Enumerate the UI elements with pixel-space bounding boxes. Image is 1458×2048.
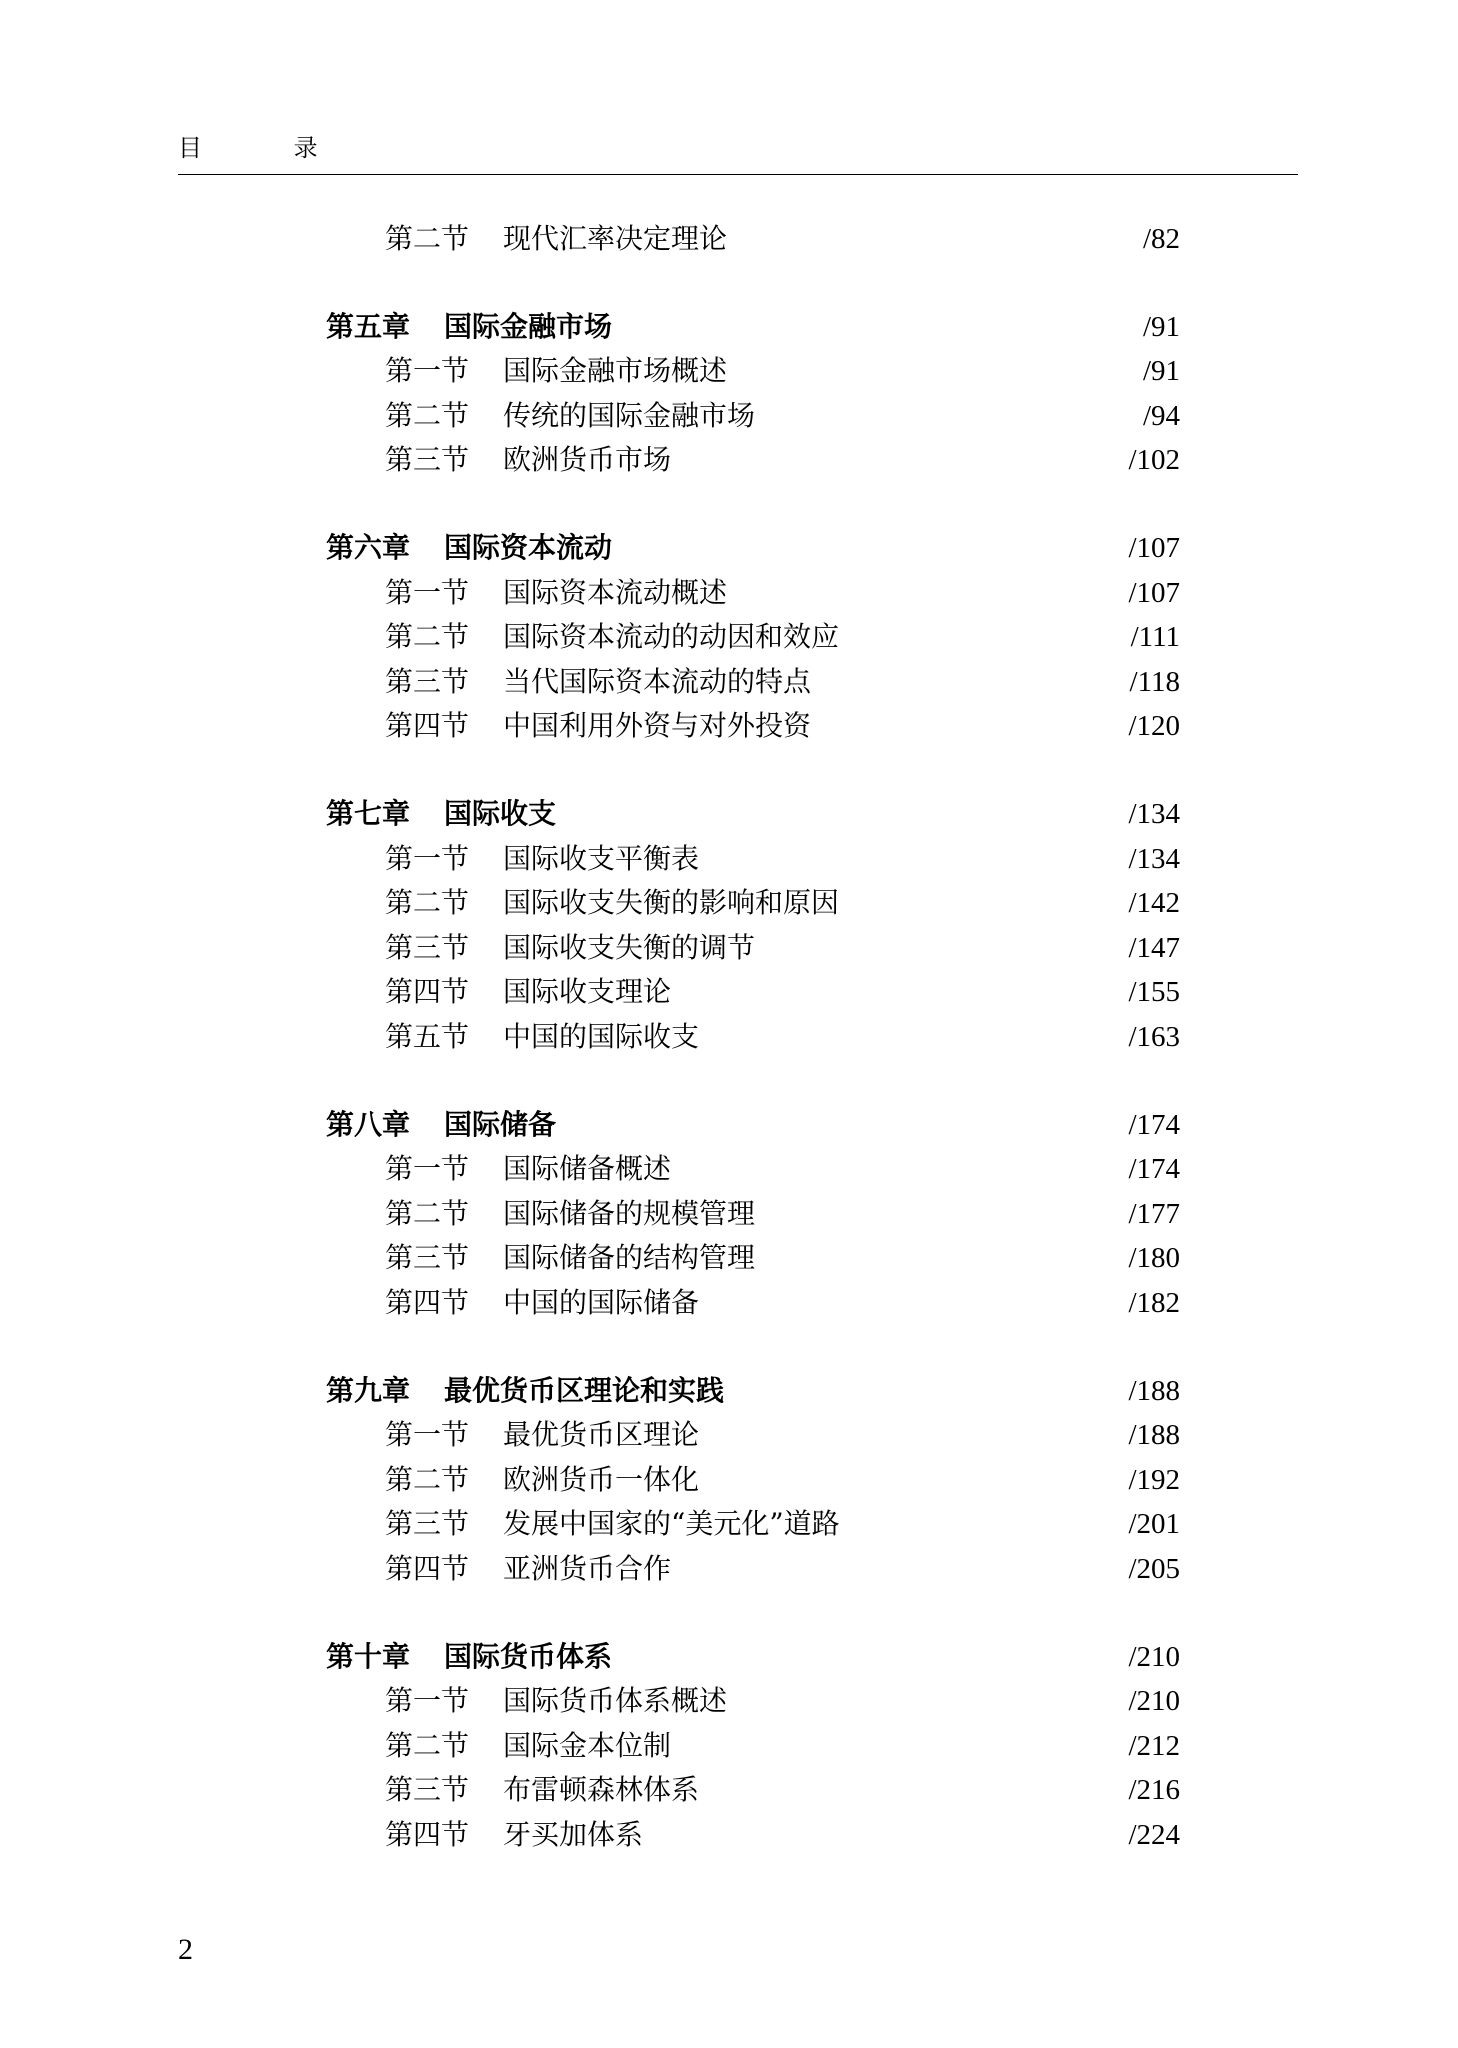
toc-entry-number: 第一节 <box>385 354 470 388</box>
toc-section-entry[interactable] <box>0 1679 1458 1723</box>
toc-entry-page: /82 <box>1142 223 1180 255</box>
toc-entry-number: 第一节 <box>385 1684 470 1718</box>
toc-section-entry[interactable] <box>0 571 1458 615</box>
toc-entry-title: 最优货币区理论和实践 <box>444 1373 725 1407</box>
toc-entry-number: 第二节 <box>385 398 470 432</box>
toc-section-entry[interactable] <box>0 1458 1458 1502</box>
toc-entry-number: 第五章 <box>326 309 411 343</box>
toc-entry-page: /91 <box>1142 355 1180 388</box>
toc-entry-title: 国际储备 <box>444 1107 557 1141</box>
toc-entry-number: 第四节 <box>385 709 470 743</box>
toc-entry-page: /224 <box>1128 1819 1180 1851</box>
toc-entry-number: 第九章 <box>326 1373 411 1407</box>
toc-section-entry[interactable] <box>0 970 1458 1014</box>
toc-entry-title: 中国利用外资与对外投资 <box>503 709 812 743</box>
toc-entry-page: /180 <box>1128 1242 1180 1275</box>
toc-section-entry[interactable] <box>0 1147 1458 1191</box>
toc-entry-title: 国际资本流动的动因和效应 <box>503 620 840 654</box>
toc-entry-page: /91 <box>1142 310 1180 343</box>
toc-entry-number: 第一节 <box>385 575 470 609</box>
toc-entry-title: 现代汇率决定理论 <box>503 222 728 255</box>
toc-entry-page: /94 <box>1142 399 1180 432</box>
toc-entry-title: 牙买加体系 <box>503 1818 644 1851</box>
toc-section-entry[interactable] <box>0 394 1458 438</box>
toc-section-entry[interactable] <box>0 217 1458 261</box>
toc-entry-title: 国际收支理论 <box>503 975 672 1009</box>
toc-section-entry[interactable] <box>0 1236 1458 1280</box>
toc-entry-title: 国际收支失衡的调节 <box>503 930 756 964</box>
toc-section-entry[interactable] <box>0 926 1458 970</box>
toc-entry-title: 国际金本位制 <box>503 1728 672 1762</box>
toc-section-entry[interactable] <box>0 1724 1458 1768</box>
toc-entry-number: 第四节 <box>385 1286 470 1319</box>
toc-chapter-entry[interactable] <box>0 1103 1458 1147</box>
toc-entry-number: 第三节 <box>385 930 470 964</box>
toc-section-entry[interactable] <box>0 615 1458 659</box>
toc-entry-page: /182 <box>1128 1287 1180 1319</box>
toc-entry-page: /174 <box>1128 1153 1180 1186</box>
toc-entry-number: 第四节 <box>385 1818 470 1851</box>
toc-entry-number: 第八章 <box>326 1107 411 1141</box>
toc-entry-number: 第七章 <box>326 797 411 830</box>
toc-section-entry[interactable] <box>0 881 1458 925</box>
toc-entry-number: 第二节 <box>385 222 470 255</box>
toc-entry-page: /111 <box>1130 621 1180 654</box>
toc-entry-page: /107 <box>1128 532 1180 564</box>
toc-section-entry[interactable] <box>0 1547 1458 1591</box>
toc-entry-number: 第一节 <box>385 1418 470 1452</box>
toc-entry-page: /107 <box>1128 576 1180 609</box>
toc-section-entry[interactable] <box>0 1281 1458 1325</box>
toc-entry-number: 第二节 <box>385 620 470 654</box>
toc-entry-number: 第六章 <box>326 531 411 564</box>
toc-chapter-entry[interactable] <box>0 526 1458 570</box>
toc-section-entry[interactable] <box>0 349 1458 393</box>
toc-entry-title: 国际货币体系 <box>444 1639 613 1673</box>
page-number: 2 <box>178 1933 193 1966</box>
toc-entry-page: /210 <box>1128 1640 1180 1673</box>
toc-entry-title: 国际收支平衡表 <box>503 841 700 875</box>
toc-entry-page: /201 <box>1128 1508 1180 1541</box>
toc-entry-number: 第三节 <box>385 443 470 477</box>
toc-entry-page: /142 <box>1128 887 1180 920</box>
toc-entry-number: 第一节 <box>385 841 470 875</box>
toc-entry-page: /134 <box>1128 798 1180 830</box>
toc-entry-number: 第三节 <box>385 1773 470 1807</box>
toc-entry-title: 国际储备的结构管理 <box>503 1241 756 1275</box>
toc-entry-title: 国际资本流动概述 <box>503 575 728 609</box>
toc-entry-number: 第二节 <box>385 886 470 920</box>
toc-entry-page: /188 <box>1128 1374 1180 1407</box>
toc-entry-title: 亚洲货币合作 <box>503 1552 672 1585</box>
toc-entry-number: 第四节 <box>385 1552 470 1585</box>
toc-entry-number: 第四节 <box>385 975 470 1009</box>
toc-entry-title: 当代国际资本流动的特点 <box>503 664 812 698</box>
toc-section-entry[interactable] <box>0 660 1458 704</box>
toc-entry-number: 第三节 <box>385 1507 470 1541</box>
toc-entry-page: /102 <box>1128 444 1180 477</box>
toc-entry-title: 国际金融市场概述 <box>503 354 728 388</box>
toc-entry-title: 国际储备的规模管理 <box>503 1196 756 1230</box>
toc-entry-page: /155 <box>1128 976 1180 1009</box>
toc-entry-title: 发展中国家的“美元化”道路 <box>503 1507 840 1541</box>
toc-entry-number: 第三节 <box>385 1241 470 1275</box>
toc-entry-title: 中国的国际储备 <box>503 1286 700 1319</box>
toc-section-entry[interactable] <box>0 1768 1458 1812</box>
toc-section-entry[interactable] <box>0 1813 1458 1857</box>
toc-entry-page: /174 <box>1128 1108 1180 1141</box>
toc-entry-title: 传统的国际金融市场 <box>503 398 756 432</box>
toc-entry-page: /177 <box>1128 1197 1180 1230</box>
toc-entry-title: 国际货币体系概述 <box>503 1684 728 1718</box>
toc-entry-title: 国际收支失衡的影响和原因 <box>503 886 840 920</box>
toc-entry-number: 第二节 <box>385 1728 470 1762</box>
running-header-title: 目 录 <box>178 134 360 162</box>
toc-entry-number: 第十章 <box>326 1639 411 1673</box>
toc-chapter-entry[interactable] <box>0 792 1458 836</box>
toc-entry-title: 国际储备概述 <box>503 1152 672 1186</box>
toc-section-entry[interactable] <box>0 837 1458 881</box>
toc-entry-page: /205 <box>1128 1553 1180 1585</box>
toc-entry-page: /192 <box>1128 1463 1180 1496</box>
toc-entry-title: 中国的国际收支 <box>503 1020 700 1053</box>
toc-entry-page: /163 <box>1128 1021 1180 1053</box>
toc-entry-number: 第二节 <box>385 1462 470 1496</box>
toc-entry-title: 欧洲货币市场 <box>503 443 672 477</box>
toc-entry-title: 国际资本流动 <box>444 531 613 564</box>
toc-entry-number: 第二节 <box>385 1196 470 1230</box>
toc-entry-page: /147 <box>1128 931 1180 964</box>
toc-entry-number: 第五节 <box>385 1020 470 1053</box>
toc-section-entry[interactable] <box>0 438 1458 482</box>
toc-section-entry[interactable] <box>0 704 1458 748</box>
toc-section-entry[interactable] <box>0 1192 1458 1236</box>
toc-chapter-entry[interactable] <box>0 1369 1458 1413</box>
toc-entry-page: /118 <box>1129 665 1180 698</box>
toc-entry-title: 布雷顿森林体系 <box>503 1773 700 1807</box>
toc-entry-page: /188 <box>1128 1419 1180 1452</box>
toc-entry-page: /120 <box>1128 710 1180 743</box>
toc-entry-page: /134 <box>1128 842 1180 875</box>
toc-section-entry[interactable] <box>0 1413 1458 1457</box>
toc-entry-title: 最优货币区理论 <box>503 1418 700 1452</box>
toc-entry-page: /210 <box>1128 1685 1180 1718</box>
toc-entry-page: /212 <box>1128 1729 1180 1762</box>
toc-entry-title: 国际收支 <box>444 797 557 830</box>
toc-section-entry[interactable] <box>0 1015 1458 1059</box>
toc-entry-number: 第一节 <box>385 1152 470 1186</box>
toc-entry-title: 欧洲货币一体化 <box>503 1462 700 1496</box>
toc-entry-page: /216 <box>1128 1774 1180 1807</box>
toc-entry-number: 第三节 <box>385 664 470 698</box>
toc-chapter-entry[interactable] <box>0 1635 1458 1679</box>
toc-chapter-entry[interactable] <box>0 305 1458 349</box>
toc-entry-title: 国际金融市场 <box>444 309 613 343</box>
toc-section-entry[interactable] <box>0 1502 1458 1546</box>
